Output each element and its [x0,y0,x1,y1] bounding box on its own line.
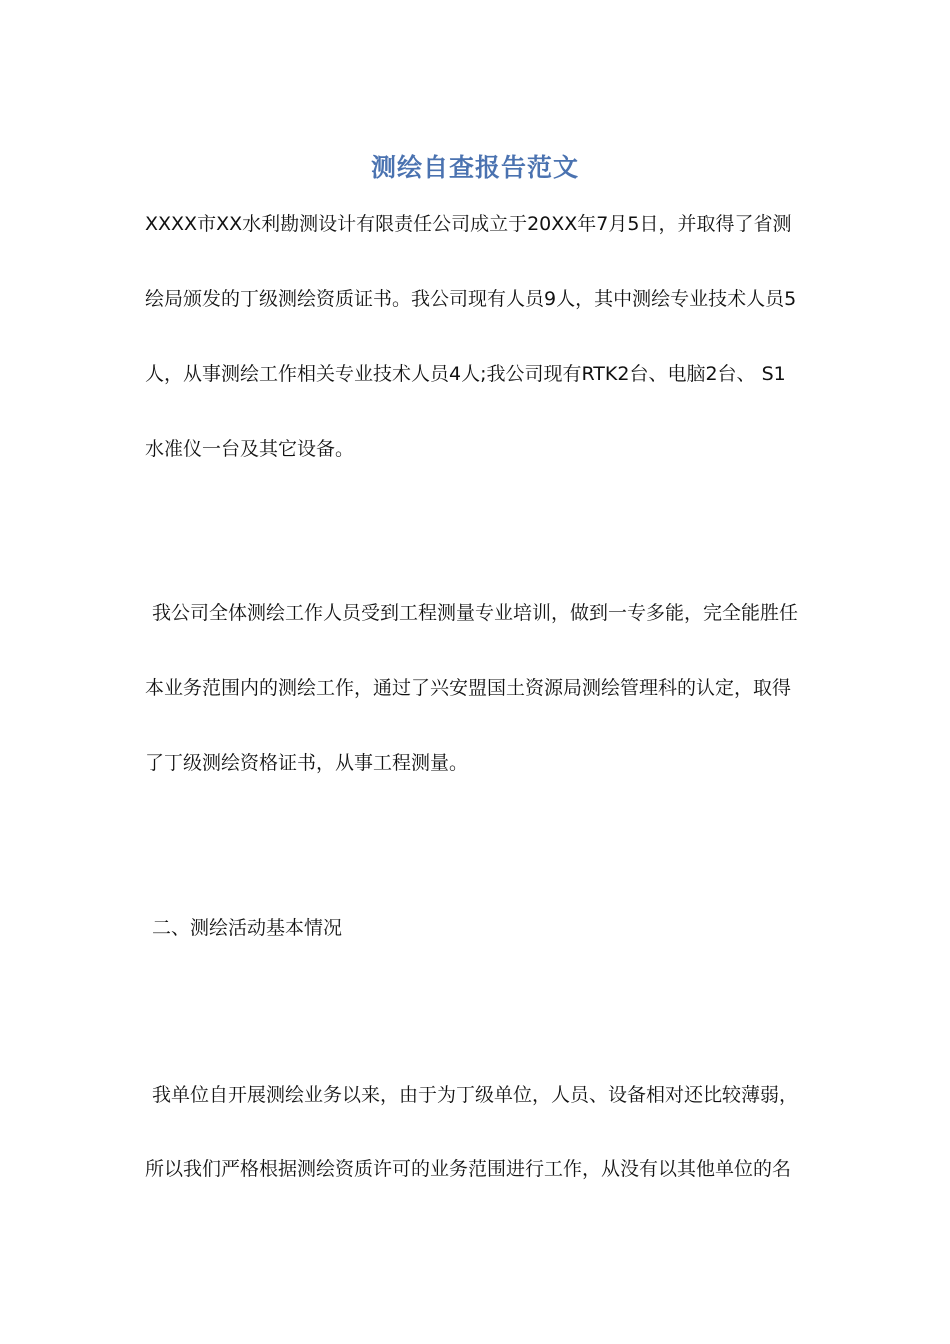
paragraph-line: 所以我们严格根据测绘资质许可的业务范围进行工作，从没有以其他单位的名 [145,1158,792,1180]
paragraph-line: 水准仪一台及其它设备。 [145,438,355,460]
document-title: 测绘自查报告范文 [370,153,579,182]
paragraph-line: 我公司全体测绘工作人员受到工程测量专业培训，做到一专多能，完全能胜任 [152,602,799,624]
paragraph-line: 人，从事测绘工作相关专业技术人员4人;我公司现有RTK2台、电脑2台、 S1 [145,363,786,385]
paragraph-line: 本业务范围内的测绘工作，通过了兴安盟国土资源局测绘管理科的认定，取得 [145,677,792,699]
paragraph-line: 了丁级测绘资格证书，从事工程测量。 [145,752,469,774]
paragraph-line: 绘局颁发的丁级测绘资质证书。我公司现有人员9人，其中测绘专业技术人员5 [145,288,797,310]
section-heading-text: 二、测绘活动基本情况 [152,917,343,939]
paragraph-line: 我单位自开展测绘业务以来，由于为丁级单位，人员、设备相对还比较薄弱， [152,1084,799,1106]
paragraph-line: XXXX市XX水利勘测设计有限责任公司成立于20XX年7月5日，并取得了省测 [145,213,792,235]
